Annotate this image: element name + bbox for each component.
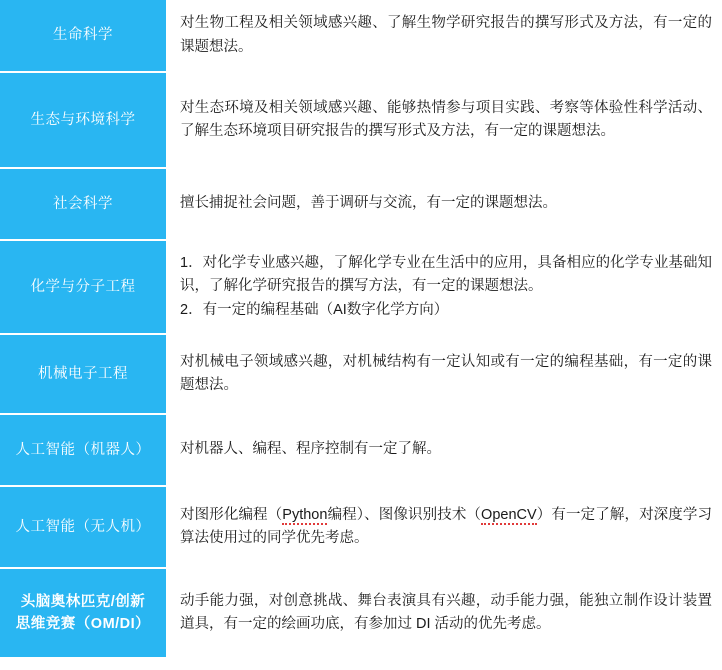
- description-cell: [167, 486, 722, 568]
- description-cell: [167, 0, 722, 72]
- description-cell: [167, 414, 722, 486]
- category-cell: 社会科学: [0, 168, 167, 240]
- category-label-line-2: 思维竞赛（OM/DI）: [15, 616, 151, 632]
- category-cell: [0, 568, 167, 658]
- description-cell: [167, 334, 722, 414]
- table-row: [0, 486, 722, 568]
- description-cell: [167, 72, 722, 168]
- category-cell: 人工智能（无人机）: [0, 486, 167, 568]
- description-cell: [167, 568, 722, 658]
- table-row: [0, 334, 722, 414]
- category-cell: 人工智能（机器人）: [0, 414, 167, 486]
- description-cell: [167, 240, 722, 334]
- table-row: [0, 568, 722, 658]
- table-row: [0, 168, 722, 240]
- table-row: [0, 0, 722, 72]
- description-text: 对生态环境及相关领域感兴趣、能够热情参与项目实践、考察等体验性科学活动、了解生态环境项目研究报告的撰写形式及方法，有一定的课题想法。: [180, 99, 712, 139]
- description-text: [180, 504, 712, 551]
- table-row: [0, 240, 722, 334]
- description-text: 对机械电子领域感兴趣，对机械结构有一定认知或有一定的编程基础，有一定的课题想法。: [180, 353, 712, 393]
- table-row: [0, 72, 722, 168]
- description-text: 擅长捕捉社会问题，善于调研与交流，有一定的课题想法。: [180, 195, 557, 212]
- spellcheck-term-opencv: OpenCV: [481, 506, 537, 523]
- category-cell: 化学与分子工程: [0, 240, 167, 334]
- table-row: [0, 414, 722, 486]
- description-text-suffix: ）有一定了解，对深度学习算法使用过的同学优先考虑。: [180, 506, 713, 546]
- description-text-line-2: 2．有一定的编程基础（AI数字化学方向）: [180, 301, 449, 318]
- spellcheck-term-python: Python: [282, 506, 328, 523]
- description-text-middle: 编程）、图像识别技术（: [327, 506, 482, 523]
- category-cell: 机械电子工程: [0, 334, 167, 414]
- description-text: 对机器人、编程、程序控制有一定了解。: [180, 441, 441, 458]
- description-cell: [167, 168, 722, 240]
- description-text-prefix: 对图形化编程（: [180, 506, 283, 523]
- description-text: 动手能力强，对创意挑战、舞台表演具有兴趣，动手能力强，能独立制作设计装置道具，有一定的绘画功底，有参加过 DI 活动的优先考虑。: [180, 592, 712, 632]
- category-cell: 生态与环境科学: [0, 72, 167, 168]
- description-text: 对生物工程及相关领域感兴趣、了解生物学研究报告的撰写形式及方法，有一定的课题想法。: [180, 15, 712, 55]
- description-text-line-1: 1．对化学专业感兴趣，了解化学专业在生活中的应用，具备相应的化学专业基础知识，了解化学研究报告的撰写方法，有一定的课题想法。: [180, 254, 712, 295]
- category-cell: 生命科学: [0, 0, 167, 72]
- category-label-line-1: 头脑奥林匹克/创新: [20, 593, 146, 610]
